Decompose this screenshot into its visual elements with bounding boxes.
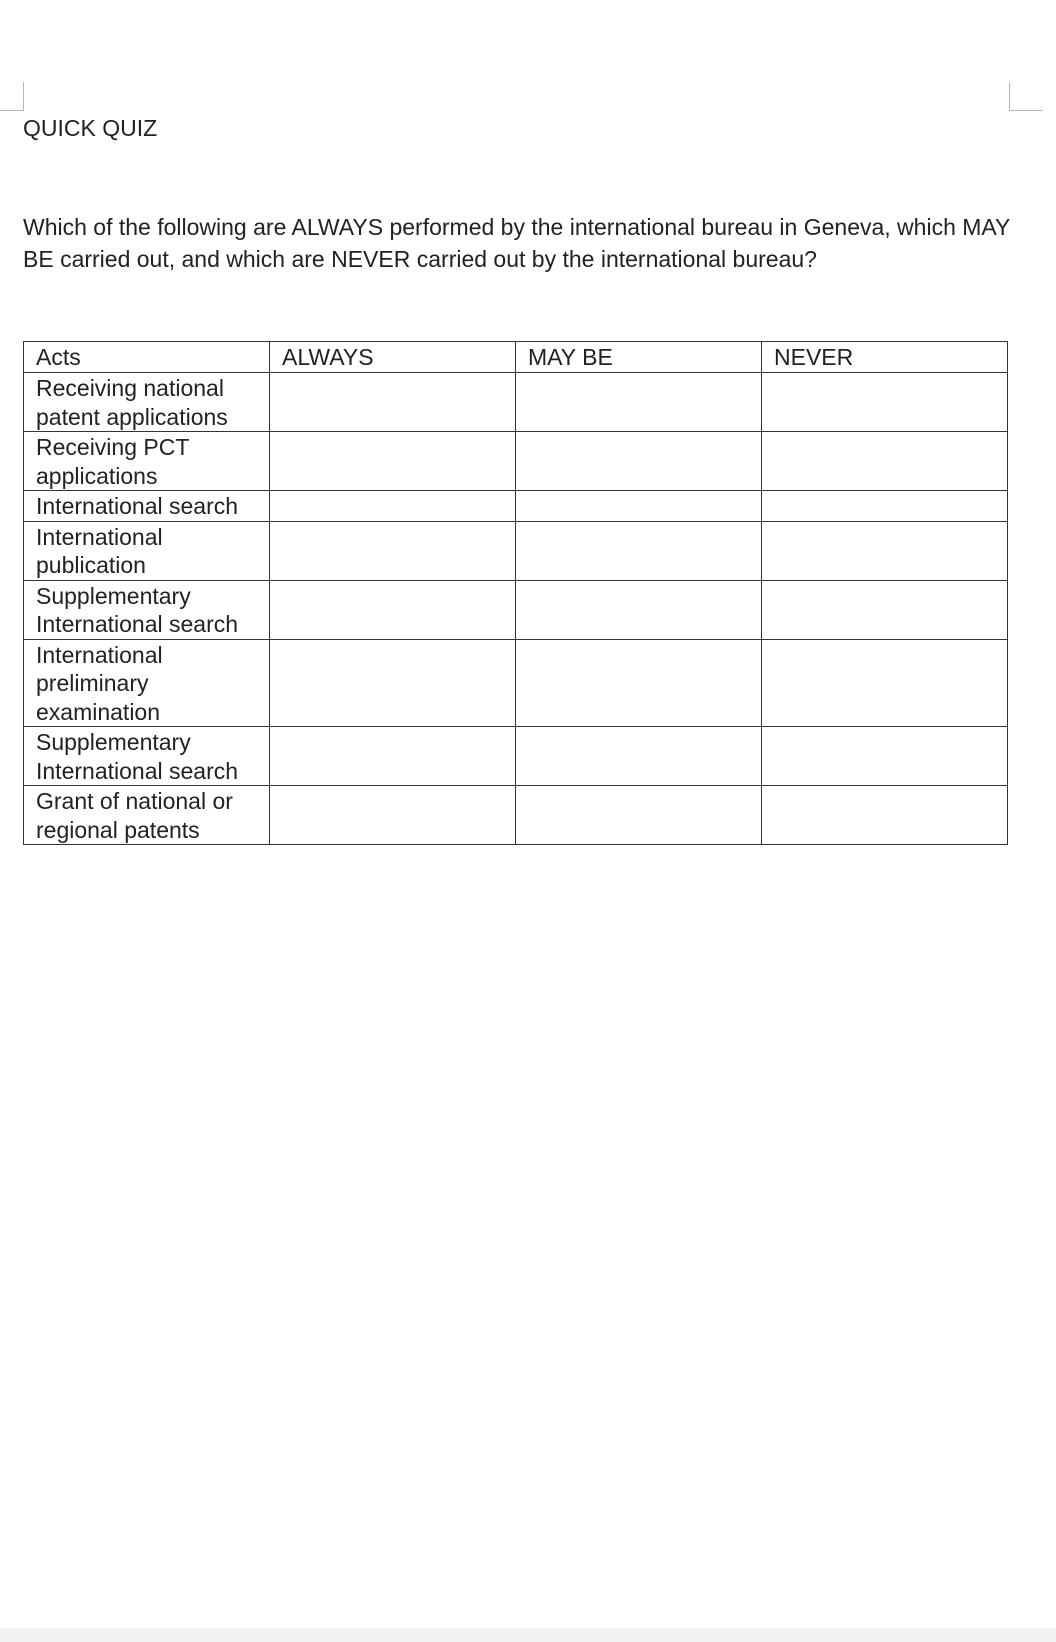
may-be-answer-cell[interactable] (516, 639, 762, 727)
never-answer-cell[interactable] (762, 639, 1008, 727)
table-row (24, 786, 1008, 845)
quiz-question: Which of the following are ALWAYS performed by the international bureau in Geneva, which MAY BE carried out, and which are NEVER carried out by the international bureau? (23, 214, 1010, 272)
table-row (24, 727, 1008, 786)
always-answer-cell[interactable] (270, 786, 516, 845)
may-be-answer-cell[interactable] (516, 580, 762, 639)
act-cell: International search (24, 491, 270, 522)
may-be-answer-cell[interactable] (516, 491, 762, 522)
act-cell: Supplementary International search (24, 727, 270, 786)
quiz-table (23, 341, 1008, 845)
always-answer-cell[interactable] (270, 432, 516, 491)
table-row (24, 373, 1008, 432)
table-header-row (24, 342, 1008, 373)
always-answer-cell[interactable] (270, 521, 516, 580)
always-answer-cell[interactable] (270, 373, 516, 432)
column-header-always: ALWAYS (270, 342, 516, 373)
never-answer-cell[interactable] (762, 491, 1008, 522)
page-title: QUICK QUIZ (23, 115, 158, 141)
table-row (24, 432, 1008, 491)
column-header-never: NEVER (762, 342, 1008, 373)
act-cell: Receiving PCT applications (24, 432, 270, 491)
column-header-may-be: MAY BE (516, 342, 762, 373)
table-row (24, 580, 1008, 639)
never-answer-cell[interactable] (762, 521, 1008, 580)
always-answer-cell[interactable] (270, 639, 516, 727)
act-cell: Grant of national or regional patents (24, 786, 270, 845)
never-answer-cell[interactable] (762, 727, 1008, 786)
act-cell: Supplementary International search (24, 580, 270, 639)
table-row (24, 639, 1008, 727)
act-cell: International publication (24, 521, 270, 580)
may-be-answer-cell[interactable] (516, 521, 762, 580)
table-row (24, 521, 1008, 580)
viewer-bottom-edge (0, 1628, 1056, 1642)
always-answer-cell[interactable] (270, 580, 516, 639)
may-be-answer-cell[interactable] (516, 432, 762, 491)
always-answer-cell[interactable] (270, 727, 516, 786)
act-cell: International preliminary examination (24, 639, 270, 727)
crop-mark-top-right (1009, 110, 1043, 111)
never-answer-cell[interactable] (762, 373, 1008, 432)
table-row (24, 491, 1008, 522)
never-answer-cell[interactable] (762, 786, 1008, 845)
may-be-answer-cell[interactable] (516, 373, 762, 432)
column-header-acts: Acts (24, 342, 270, 373)
may-be-answer-cell[interactable] (516, 786, 762, 845)
never-answer-cell[interactable] (762, 432, 1008, 491)
act-cell: Receiving national patent applications (24, 373, 270, 432)
may-be-answer-cell[interactable] (516, 727, 762, 786)
never-answer-cell[interactable] (762, 580, 1008, 639)
crop-mark-top-left (0, 110, 24, 111)
crop-mark-top-right (1009, 82, 1010, 111)
crop-mark-top-left (23, 82, 24, 111)
always-answer-cell[interactable] (270, 491, 516, 522)
